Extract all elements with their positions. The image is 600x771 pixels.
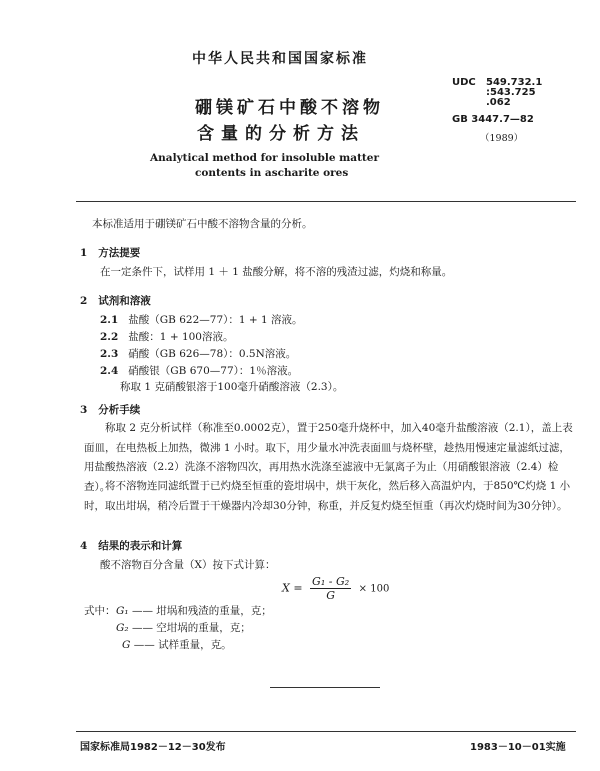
- definition-symbol: G₂: [116, 622, 129, 634]
- definition-text: —— 试样重量，克。: [133, 639, 232, 651]
- formula-factor: × 100: [358, 583, 390, 595]
- section-3-title: 分析手续: [98, 404, 141, 416]
- reagent-item: [100, 346, 296, 363]
- section-1-number: 1: [80, 247, 88, 259]
- gb-year: （1989）: [480, 133, 524, 144]
- definition-item: [122, 637, 232, 654]
- formula-numerator: G₁ - G₂: [312, 575, 350, 588]
- udc-code-1: 549.732.1: [486, 77, 543, 88]
- issued-date: 国家标准局1982－12－30发布: [80, 742, 226, 753]
- top-divider: [76, 201, 576, 202]
- section-4-heading: [80, 538, 182, 553]
- definition-symbol: G₁: [116, 605, 129, 617]
- reagent-text: 盐酸：1 + 100溶液。: [128, 331, 234, 343]
- udc-code-2: :543.725: [486, 87, 536, 98]
- reagent-item: [100, 363, 298, 380]
- title-cn-line2: 含量的分析方法: [197, 124, 365, 144]
- reagent-text: 硝酸（GB 626—78）：0.5N溶液。: [128, 348, 297, 360]
- section-2-number: 2: [80, 295, 88, 307]
- section-3-number: 3: [80, 404, 88, 416]
- title-cn-line1: 硼镁矿石中酸不溶物: [195, 98, 384, 118]
- definition-item: [116, 603, 272, 620]
- where-label: 式中：: [84, 605, 116, 617]
- standard-org-header: 中华人民共和国国家标准: [192, 51, 368, 67]
- udc-label: UDC: [452, 77, 476, 88]
- udc-block: [452, 78, 542, 108]
- section-1-text: 在一定条件下，试样用 1 ＋ 1 盐酸分解，将不溶的残渣过滤，灼烧和称量。: [100, 266, 453, 278]
- section-4-number: 4: [80, 540, 88, 552]
- reagent-num: 2.1: [100, 314, 119, 326]
- procedure-paragraph-2: 将不溶物连同滤纸置于已灼烧至恒重的瓷坩埚中，烘干灰化，然后移入高温炉内，于850℃灼烧 1 小时，取出坩埚，稍冷后置于干燥器内冷却30分钟，称重，并反复灼烧至恒重（再次灼烧时间为30分钟）。: [84, 480, 571, 512]
- definition-text: —— 空坩埚的重量，克；: [131, 622, 251, 634]
- reagent-note: 称取 1 克硝酸银溶于100毫升硝酸溶液（2.3）。: [120, 381, 344, 393]
- title-en-line1: Analytical method for insoluble matter: [150, 152, 379, 164]
- definition-item: [116, 620, 251, 637]
- section-1-heading: [80, 245, 140, 260]
- title-en-line2: contents in ascharite ores: [195, 167, 349, 179]
- reagent-num: 2.4: [100, 365, 119, 377]
- bottom-divider: [76, 731, 576, 732]
- section-end-rule: [270, 687, 380, 688]
- section-3-heading: [80, 402, 140, 417]
- formula-lead: 酸不溶物百分含量（X）按下式计算：: [100, 559, 276, 571]
- reagent-num: 2.3: [100, 348, 119, 360]
- effective-date: 1983－10－01实施: [470, 742, 566, 753]
- reagent-item: [100, 312, 303, 329]
- udc-code-3: .062: [486, 97, 511, 108]
- formula-fraction: [310, 575, 351, 602]
- section-4-title: 结果的表示和计算: [98, 540, 183, 552]
- reagent-text: 盐酸（GB 622—77）：1 + 1 溶液。: [128, 314, 303, 326]
- definition-text: —— 坩埚和残渣的重量，克；: [131, 605, 272, 617]
- formula-lhs: X =: [282, 581, 303, 595]
- section-2-heading: [80, 293, 151, 308]
- definition-symbol: G: [122, 639, 131, 651]
- result-formula: [282, 575, 389, 602]
- formula-denominator: G: [326, 589, 335, 602]
- section-2-title: 试剂和溶液: [98, 295, 151, 307]
- gb-code: GB 3447.7—82: [452, 114, 534, 125]
- reagent-num: 2.2: [100, 331, 119, 343]
- section-1-title: 方法提要: [98, 247, 141, 259]
- intro-text: 本标准适用于硼镁矿石中酸不溶物含量的分析。: [92, 218, 313, 230]
- reagent-text: 硝酸银（GB 670—77）：1％溶液。: [128, 365, 299, 377]
- reagent-item: [100, 329, 234, 346]
- procedure-paragraph-1: 称取 2 克分析试样（称准至0.0002克），置于250毫升烧杯中，加入40毫升盐酸溶液（2.1），盖上表面皿，在电热板上加热，微沸 1 小时。取下，用少量水冲洗表面皿与烧杯壁，趁热用慢速定量滤纸过滤，用盐酸热溶液（2.2）洗涤不溶物四次，再用热水洗涤至滤液中无氯离子为止（用硝酸银溶液（2.4）检查）。: [84, 422, 573, 493]
